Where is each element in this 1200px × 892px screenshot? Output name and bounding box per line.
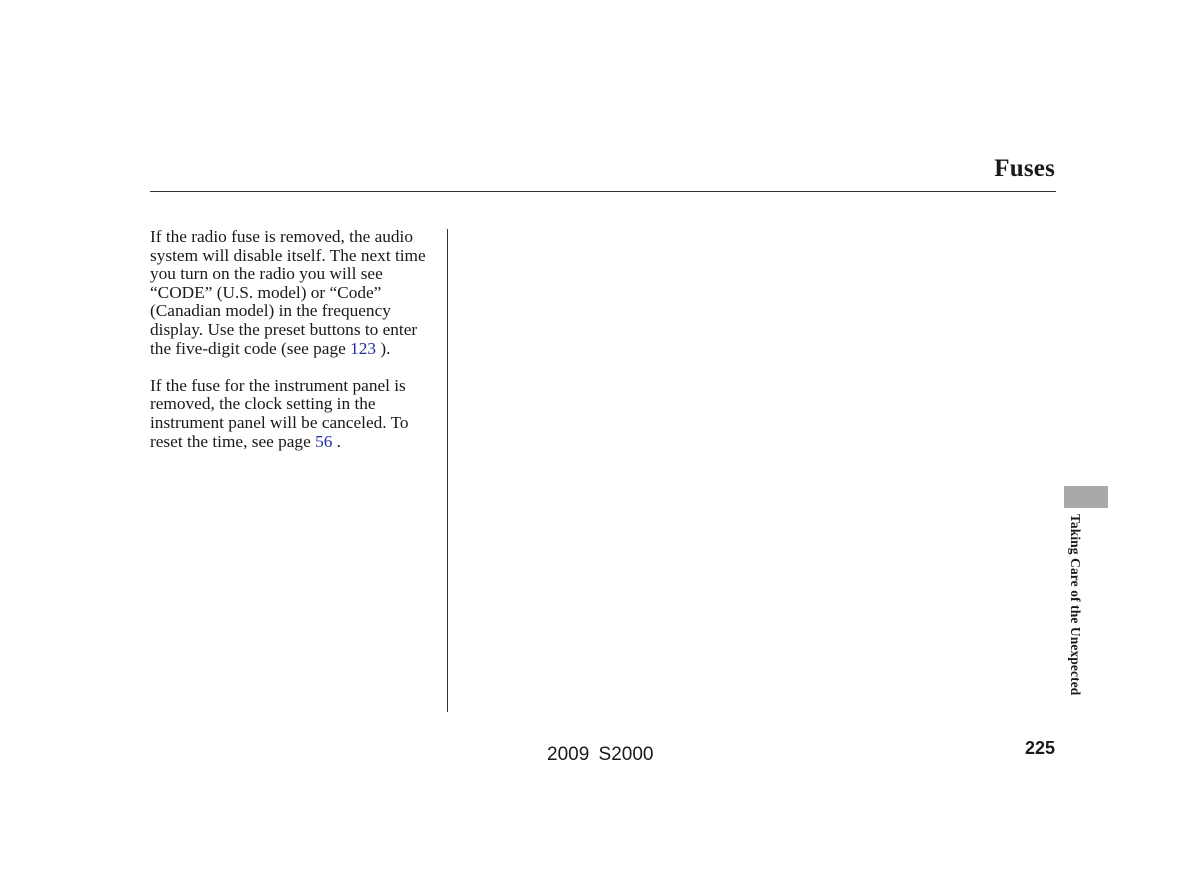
page-link-123[interactable]: 123 (350, 338, 377, 358)
instrument-fuse-paragraph (150, 377, 442, 451)
body-column (150, 228, 442, 470)
instrument-fuse-text: If the fuse for the instrument panel is removed, the clock setting in the instrument panel will be canceled. To reset the time, see page (150, 375, 409, 451)
section-tab (1064, 486, 1108, 508)
column-divider (447, 229, 448, 712)
page-number: 225 (1024, 738, 1055, 758)
section-label: Taking Care of the Unexpected (1068, 514, 1083, 696)
title-divider (150, 191, 1056, 192)
instrument-fuse-text-end: . (332, 431, 341, 451)
radio-fuse-paragraph (150, 228, 442, 358)
radio-fuse-text-end: ). (376, 338, 391, 358)
footer-model: 2009 S2000 (547, 744, 654, 765)
page-link-56[interactable]: 56 (315, 431, 333, 451)
page-title: Fuses (994, 155, 1055, 182)
radio-fuse-text: If the radio fuse is removed, the audio system will disable itself. The next time you turn on the radio you will see “CODE” (U.S. model) or “Code” (Canadian model) in the frequency display. Use the preset buttons to enter the five-digit code (see page (150, 227, 426, 358)
